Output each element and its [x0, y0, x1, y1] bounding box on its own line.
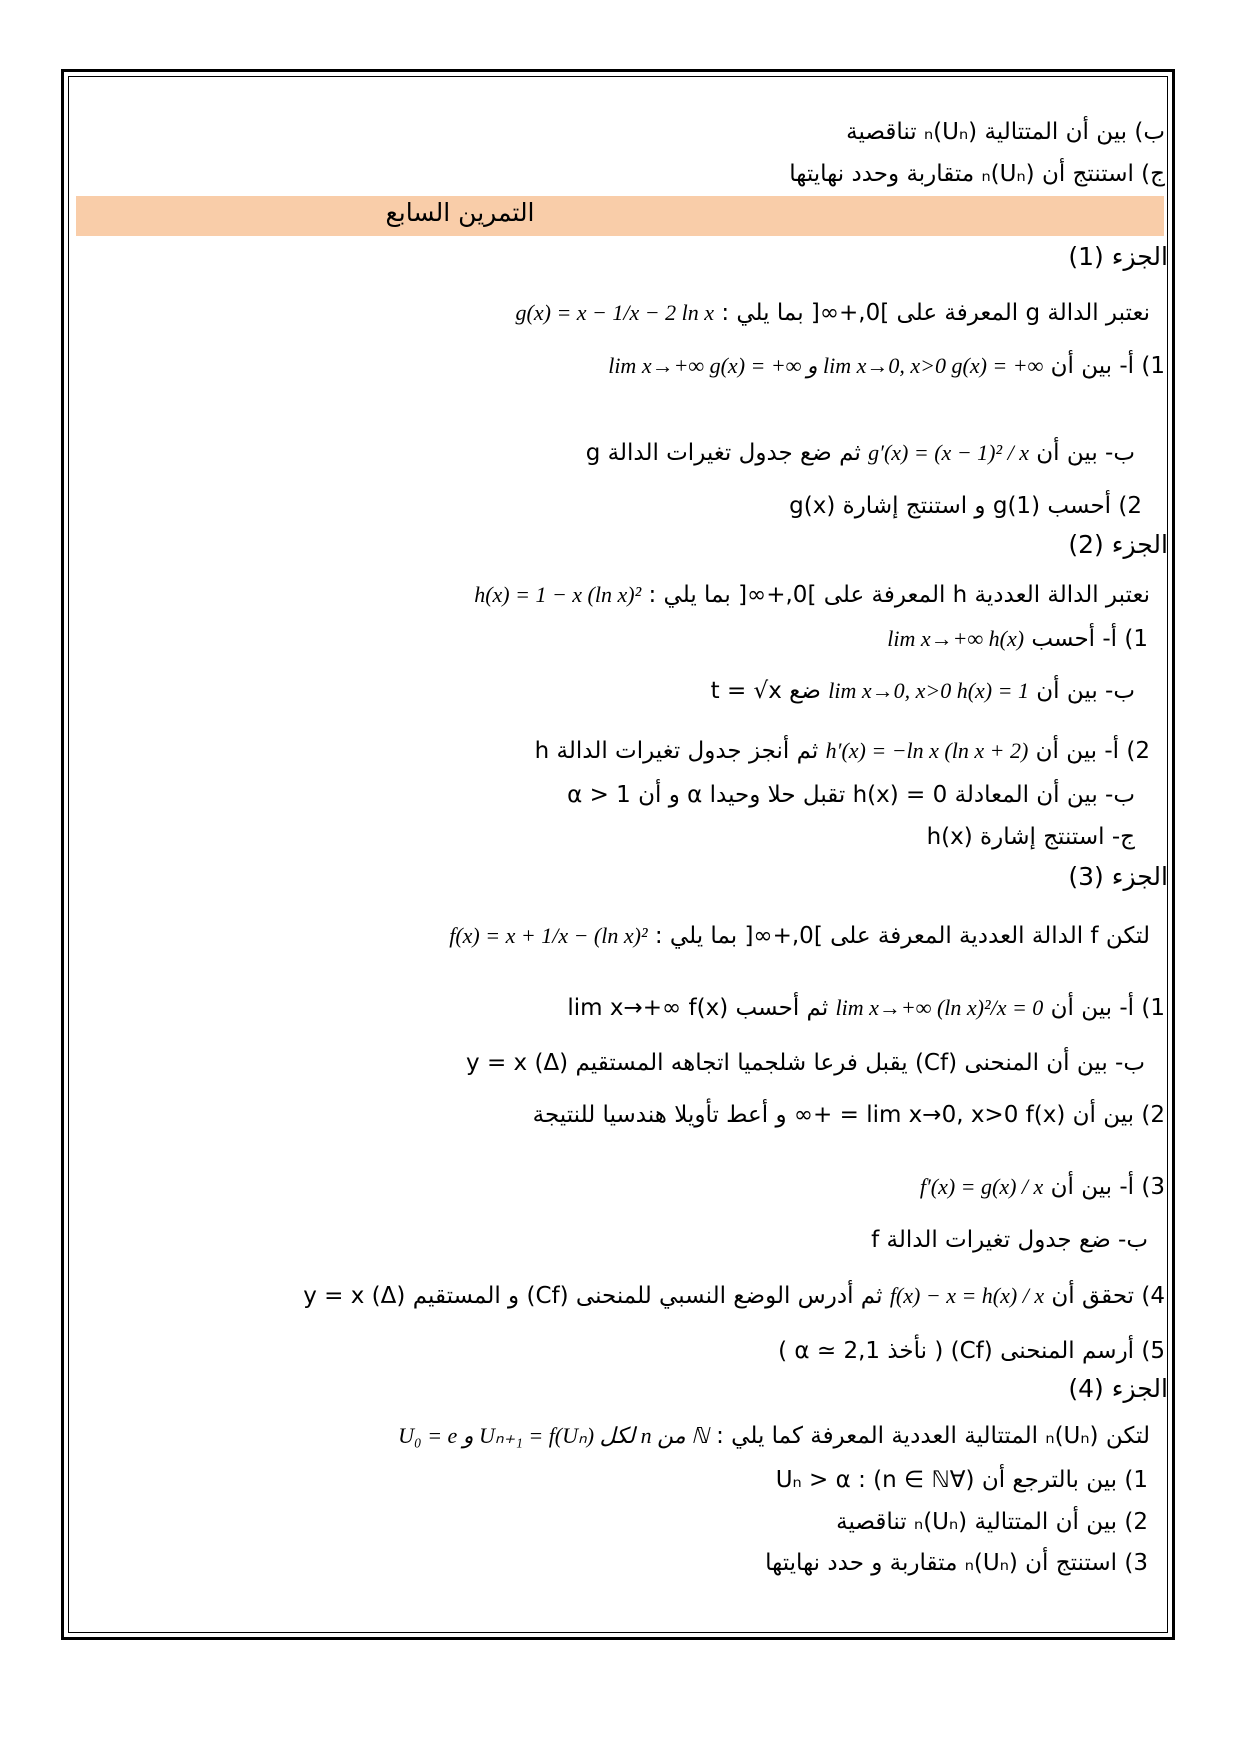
- part4-q2: 2) بين أن المتتالية (Uₙ)ₙ تناقصية: [836, 1509, 1148, 1535]
- part4-intro: [398, 1421, 1150, 1451]
- part2-q1a-math: lim x→+∞ h(x): [887, 626, 1025, 651]
- prev-question-c: ج) استنتج أن (Uₙ)ₙ متقاربة وحدد نهايتها: [789, 161, 1165, 187]
- part2-q1b-text: ب- بين أن: [1036, 678, 1135, 704]
- part2-q2a-rest: ثم أنجز جدول تغيرات الدالة h: [534, 738, 819, 764]
- part1-q1b: [586, 438, 1135, 468]
- part1-intro-text: نعتبر الدالة g المعرفة على ]0,+∞[ بما يلي :: [721, 300, 1150, 326]
- part3-heading: الجزء (3): [1068, 862, 1168, 891]
- part3-intro-formula: f(x) = x + 1/x − (ln x)²: [449, 923, 648, 948]
- exercise-banner: [76, 196, 1164, 236]
- part4-intro-text: لتكن (Uₙ)ₙ المتتالية العددية المعرفة كما يلي :: [716, 1423, 1150, 1449]
- part1-heading: الجزء (1): [1068, 242, 1168, 271]
- part1-q1a: [608, 351, 1165, 381]
- part3-q1b: ب- بين أن المنحنى (Cf) يقبل فرعا شلجميا اتجاهه المستقيم (Δ) y = x: [466, 1050, 1145, 1076]
- part2-q2a: [535, 736, 1150, 766]
- part1-q2: 2) أحسب g(1) و استنتج إشارة g(x): [789, 493, 1142, 519]
- part1-q1b-text: ب- بين أن: [1036, 440, 1135, 466]
- part2-intro-text: نعتبر الدالة العددية h المعرفة على ]0,+∞[ بما يلي :: [648, 582, 1150, 608]
- exercise-title: التمرين السابع: [385, 198, 535, 227]
- part3-q5: 5) أرسم المنحنى (Cf) ( نأخذ α ≃ 2,1 ): [778, 1338, 1165, 1364]
- part3-q3a-text: 3) أ- بين أن: [1050, 1174, 1165, 1200]
- part1-q1b-rest: ثم ضع جدول تغيرات الدالة g: [585, 440, 861, 466]
- part3-intro: [449, 921, 1150, 951]
- part3-intro-text: لتكن f الدالة العددية المعرفة على ]0,+∞[ بما يلي :: [654, 923, 1150, 949]
- part3-q4-rest: ثم أدرس الوضع النسبي للمنحنى (Cf) و المستقيم (Δ) y = x: [303, 1283, 883, 1309]
- part3-q1a: [567, 993, 1165, 1023]
- part2-q1b-math: lim x→0, x>0 h(x) = 1: [828, 678, 1029, 703]
- part2-intro-formula: h(x) = 1 − x (ln x)²: [474, 582, 642, 607]
- part3-q1a-text: 1) أ- بين أن: [1050, 995, 1165, 1021]
- part2-q1a-text: 1) أ- أحسب: [1031, 626, 1148, 652]
- part3-q1a-math: lim x→+∞ (ln x)²/x = 0: [835, 995, 1044, 1020]
- part2-intro: [474, 580, 1150, 610]
- part3-q4-text: 4) تحقق أن: [1051, 1283, 1165, 1309]
- part3-q1a-rest: ثم أحسب lim x→+∞ f(x): [567, 995, 829, 1021]
- part1-q1a-text: 1) أ- بين أن: [1050, 353, 1165, 379]
- part2-q1b: [711, 676, 1135, 706]
- part4-heading: الجزء (4): [1068, 1374, 1168, 1403]
- part4-q1: 1) بين بالترجع أن (∀n ∈ ℕ) : Uₙ > α: [775, 1467, 1148, 1493]
- part2-q1b-rest: ضع t = √x: [710, 678, 821, 704]
- part2-q2a-text: 2) أ- بين أن: [1035, 738, 1150, 764]
- part3-q3b: ب- ضع جدول تغيرات الدالة f: [871, 1227, 1148, 1253]
- part4-intro-formula: U₀ = e و Uₙ₊₁ = f(Uₙ) لكل n من ℕ: [398, 1423, 709, 1448]
- part3-q3a-math: f′(x) = g(x) / x: [919, 1174, 1044, 1199]
- part3-q3a: [920, 1172, 1165, 1202]
- part2-q2b: ب- بين أن المعادلة h(x) = 0 تقبل حلا وحيدا α و أن α > 1: [567, 782, 1135, 808]
- part1-intro-formula: g(x) = x − 1/x − 2 ln x: [515, 300, 715, 325]
- part1-q1b-math: g′(x) = (x − 1)² / x: [868, 440, 1029, 465]
- part3-q4-math: f(x) − x = h(x) / x: [889, 1283, 1045, 1308]
- part1-intro: [516, 298, 1150, 328]
- part4-q3: 3) استنتج أن (Uₙ)ₙ متقاربة و حدد نهايتها: [765, 1550, 1148, 1576]
- prev-question-b: ب) بين أن المتتالية (Uₙ)ₙ تناقصية: [846, 119, 1165, 145]
- part2-heading: الجزء (2): [1068, 530, 1168, 559]
- part2-q1a: [887, 624, 1148, 654]
- part3-q2: 2) بين أن lim x→0, x>0 f(x) = +∞ و أعط تأويلا هندسيا للنتيجة: [532, 1102, 1165, 1128]
- part2-q2a-math: h′(x) = −ln x (ln x + 2): [825, 738, 1029, 763]
- part3-q4: [303, 1281, 1165, 1311]
- part2-q2c: ج- استنتج إشارة h(x): [926, 824, 1135, 850]
- part1-q1a-math: lim x→+∞ g(x) = +∞ و lim x→0, x>0 g(x) = +∞: [608, 353, 1044, 378]
